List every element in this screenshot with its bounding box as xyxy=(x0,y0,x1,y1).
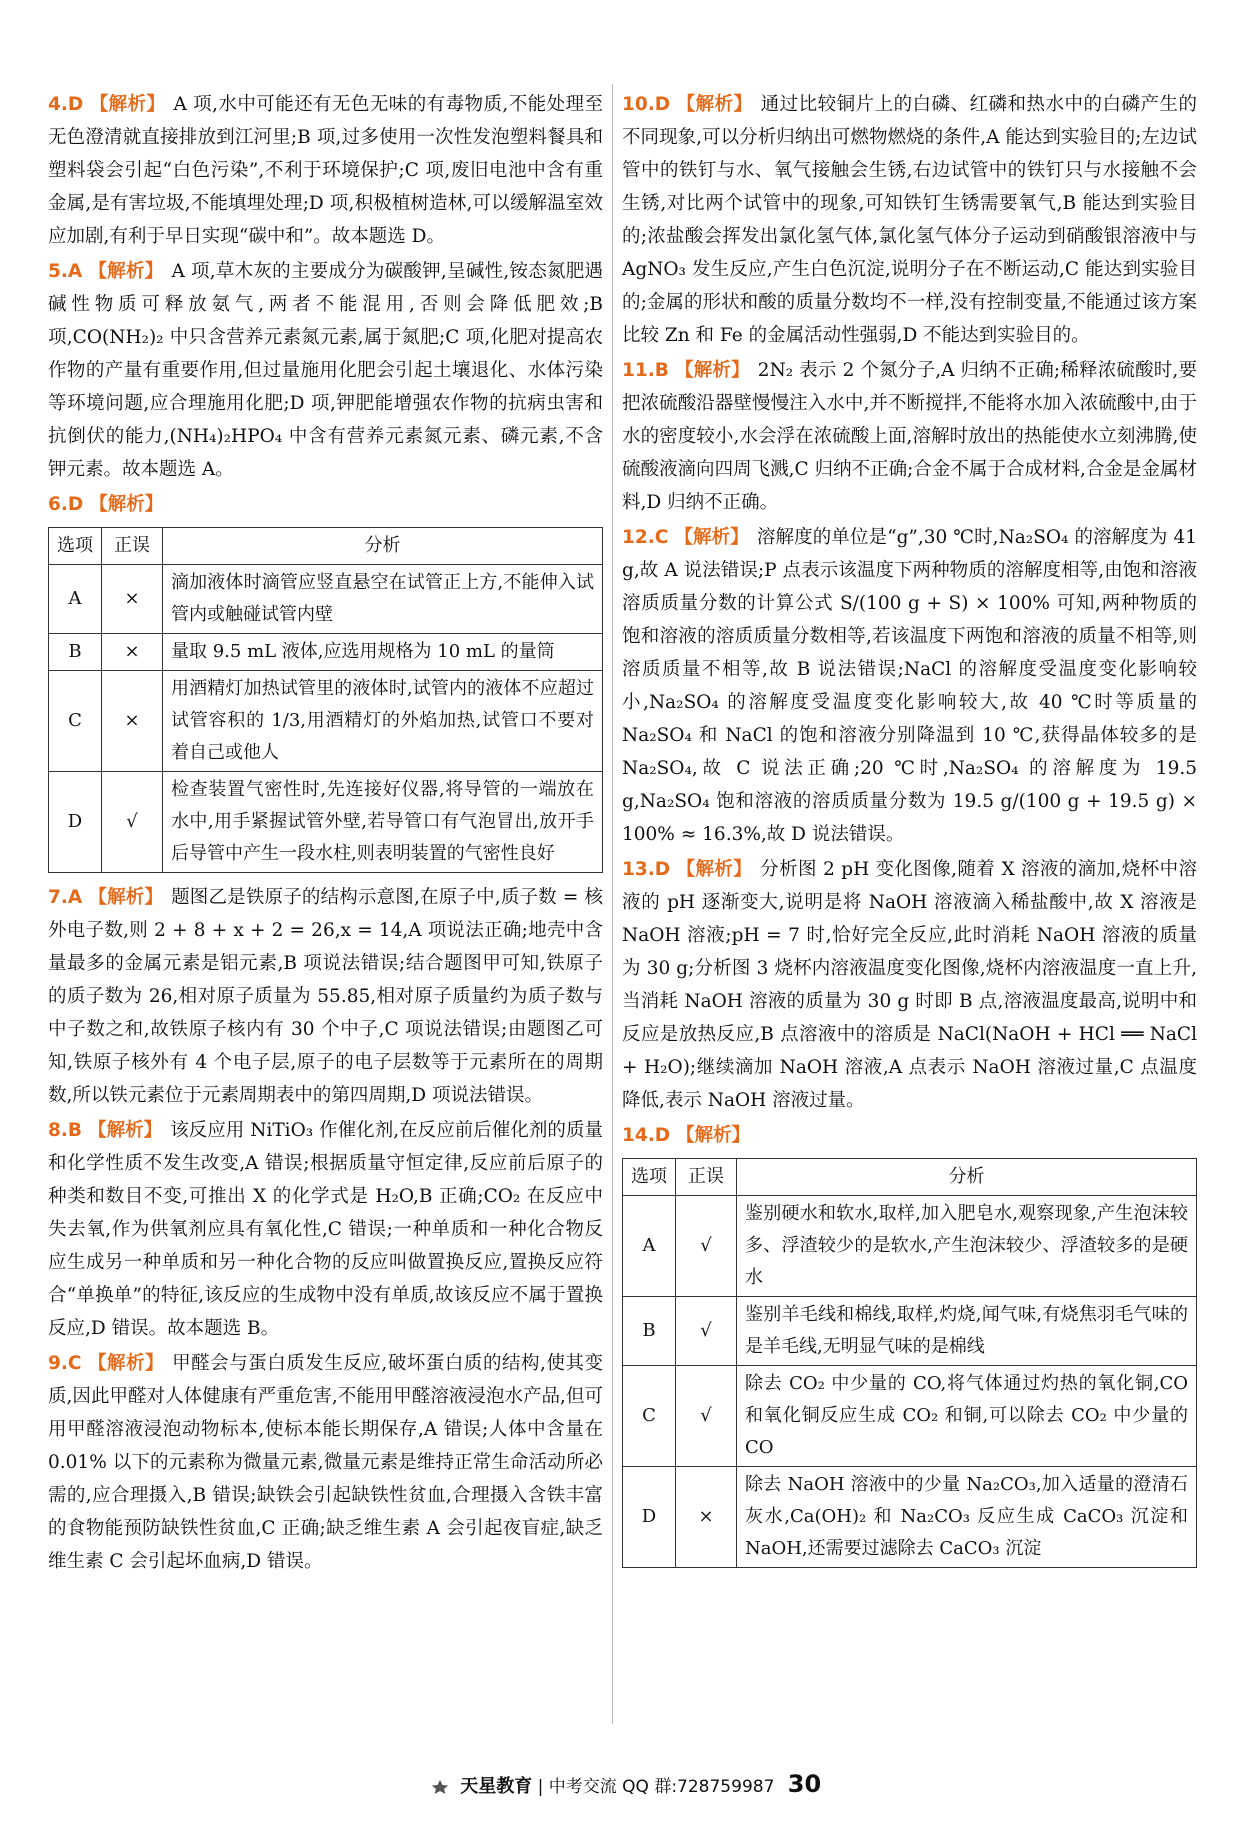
analysis-cell: 量取 9.5 mL 液体,应选用规格为 10 mL 的量筒 xyxy=(163,634,603,671)
answer-number: 12.C xyxy=(622,527,669,548)
analysis-tag: 【解析】 xyxy=(676,94,753,115)
analysis-cell: 滴加液体时滴管应竖直悬空在试管正上方,不能伸入试管内或触碰试管内壁 xyxy=(163,565,603,634)
option-cell: B xyxy=(623,1297,676,1366)
answer-11 xyxy=(622,354,1197,519)
answer-5 xyxy=(48,255,603,486)
answer-8 xyxy=(48,1114,603,1345)
answer-9 xyxy=(48,1347,603,1578)
answer-text: 题图乙是铁原子的结构示意图,在原子中,质子数 = 核外电子数,则 2 + 8 + x + 2 = 26,x = 14,A 项说法正确;地壳中含量最多的金属元素是铝元素,B 项说法错误;结合题图甲可知,铁原子的质子数为 26,相对原子质量为 55.85,相对原子质量约为质子数与中子数之和,故铁原子核内有 30 个中子,C 项说法错误;由题图乙可知,铁原子核外有 4 个电子层,原子的电子层数等于元素所在的周期数,所以铁元素位于元素周期表中的第四周期,D 项说法错误。 xyxy=(48,887,603,1106)
table-header xyxy=(623,1159,1197,1196)
answer-10 xyxy=(622,88,1197,352)
option-cell: B xyxy=(49,634,102,671)
table-header xyxy=(49,528,603,565)
col-header-analysis: 分析 xyxy=(163,528,603,565)
table-row xyxy=(623,1196,1197,1297)
answer-number: 9.C xyxy=(48,1353,82,1374)
analysis-tag: 【解析】 xyxy=(89,94,166,115)
col-header-option: 选项 xyxy=(49,528,102,565)
footer-brand: 天星教育 xyxy=(460,1776,533,1797)
analysis-tag: 【解析】 xyxy=(89,494,164,515)
answer-13 xyxy=(622,853,1197,1117)
answer-text: A 项,草木灰的主要成分为碳酸钾,呈碱性,铵态氮肥遇碱性物质可释放氨气,两者不能混用,否则会降低肥效;B 项,CO(NH₂)₂ 中只含营养元素氮元素,属于氮肥;C 项,化肥对提高农作物的产量有重要作用,但过量施用化肥会引起土壤退化、水体污染等环境问题,应合理施用化肥;D 项,钾肥能增强农作物的抗病虫害和抗倒伏的能力,(NH₄)₂HPO₄ 中含有营养元素氮元素、磷元素,不含钾元素。故本题选 A。 xyxy=(48,261,603,480)
analysis-tag: 【解析】 xyxy=(676,1125,751,1146)
star-logo-icon xyxy=(429,1779,451,1795)
footer-qq-group: 中考交流 QQ 群:728759987 xyxy=(548,1777,775,1797)
answer-number: 5.A xyxy=(48,261,83,282)
option-cell: A xyxy=(49,565,102,634)
mark-cell: √ xyxy=(676,1366,737,1467)
table-row xyxy=(49,565,603,634)
right-column xyxy=(622,88,1197,1576)
mark-cell: × xyxy=(102,634,163,671)
answer-14 xyxy=(622,1119,1197,1152)
analysis-cell: 鉴别硬水和软水,取样,加入肥皂水,观察现象,产生泡沫较多、浮渣较少的是软水,产生泡沫较少、浮渣较多的是硬水 xyxy=(737,1196,1197,1297)
answer-number: 8.B xyxy=(48,1120,83,1141)
analysis-tag: 【解析】 xyxy=(87,1353,165,1374)
analysis-tag: 【解析】 xyxy=(88,887,164,908)
answer-text: 2N₂ 表示 2 个氮分子,A 归纳不正确;稀释浓硫酸时,要把浓硫酸沿器壁慢慢注入水中,并不断搅拌,不能将水加入浓硫酸中,由于水的密度较小,水会浮在浓硫酸上面,溶解时放出的热能使水立刻沸腾,使硫酸液滴向四周飞溅,C 归纳不正确;合金不属于合成材料,合金是金属材料,D 归纳不正确。 xyxy=(622,360,1197,513)
footer-separator: | xyxy=(537,1777,544,1797)
answer-number: 4.D xyxy=(48,94,84,115)
col-header-analysis: 分析 xyxy=(737,1159,1197,1196)
column-divider xyxy=(612,84,613,1724)
page-footer xyxy=(0,1770,1250,1798)
table-answer-14 xyxy=(622,1158,1197,1568)
answer-number: 14.D xyxy=(622,1125,671,1146)
analysis-cell: 检查装置气密性时,先连接好仪器,将导管的一端放在水中,用手紧握试管外壁,若导管口有气泡冒出,放开手后导管中产生一段水柱,则表明装置的气密性良好 xyxy=(163,772,603,873)
answer-number: 13.D xyxy=(622,859,671,880)
mark-cell: × xyxy=(102,671,163,772)
page-number: 30 xyxy=(787,1770,822,1798)
analysis-cell: 鉴别羊毛线和棉线,取样,灼烧,闻气味,有烧焦羽毛气味的是羊毛线,无明显气味的是棉线 xyxy=(737,1297,1197,1366)
answer-number: 11.B xyxy=(622,360,669,381)
answer-text: 通过比较铜片上的白磷、红磷和热水中的白磷产生的不同现象,可以分析归纳出可燃物燃烧的条件,A 能达到实验目的;左边试管中的铁钉与水、氧气接触会生锈,右边试管中的铁钉只与水接触不会生锈,对比两个试管中的现象,可知铁钉生锈需要氧气,B 能达到实验目的;浓盐酸会挥发出氯化氢气体,氯化氢气体分子运动到硝酸银溶液中与 AgNO₃ 发生反应,产生白色沉淀,说明分子在不断运动,C 能达到实验目的;金属的形状和酸的质量分数均不一样,没有控制变量,不能通过该方案比较 Zn 和 Fe 的金属活动性强弱,D 不能达到实验目的。 xyxy=(622,94,1197,346)
table-row xyxy=(623,1467,1197,1568)
answer-7 xyxy=(48,881,603,1112)
analysis-tag: 【解析】 xyxy=(676,859,753,880)
answer-12 xyxy=(622,521,1197,851)
table-answer-6 xyxy=(48,527,603,873)
answer-text: 溶解度的单位是“g”,30 ℃时,Na₂SO₄ 的溶解度为 41 g,故 A 说法错误;P 点表示该温度下两种物质的溶解度相等,由饱和溶液溶质质量分数的计算公式 S/(100 g + S) × 100% 可知,两种物质的饱和溶液的溶质质量分数相等,若该温度下两饱和溶液的质量不相等,则溶质质量不相等,故 B 说法错误;NaCl 的溶解度受温度变化影响较小,Na₂SO₄ 的溶解度受温度变化影响较大,故 40 ℃时等质量的 Na₂SO₄ 和 NaCl 的饱和溶液分别降温到 10 ℃,获得晶体较多的是 Na₂SO₄,故 C 说法正确;20 ℃时,Na₂SO₄ 的溶解度为 19.5 g,Na₂SO₄ 饱和溶液的溶质质量分数为 19.5 g/(100 g + 19.5 g) × 100% ≈ 16.3%,故 D 说法错误。 xyxy=(622,527,1197,845)
analysis-cell: 用酒精灯加热试管里的液体时,试管内的液体不应超过试管容积的 1/3,用酒精灯的外焰加热,试管口不要对着自己或他人 xyxy=(163,671,603,772)
option-cell: C xyxy=(49,671,102,772)
answer-text: A 项,水中可能还有无色无味的有毒物质,不能处理至无色澄清就直接排放到江河里;B 项,过多使用一次性发泡塑料餐具和塑料袋会引起“白色污染”,不利于环境保护;C 项,废旧电池中含有重金属,是有害垃圾,不能填埋处理;D 项,积极植树造林,可以缓解温室效应加剧,有利于早日实现“碳中和”。故本题选 D。 xyxy=(48,94,603,247)
mark-cell: × xyxy=(676,1467,737,1568)
mark-cell: √ xyxy=(102,772,163,873)
left-column xyxy=(48,88,603,1580)
mark-cell: × xyxy=(102,565,163,634)
option-cell: C xyxy=(623,1366,676,1467)
option-cell: D xyxy=(49,772,102,873)
table-row xyxy=(49,671,603,772)
table-row xyxy=(49,634,603,671)
col-header-correctness: 正误 xyxy=(676,1159,737,1196)
answer-text: 该反应用 NiTiO₃ 作催化剂,在反应前后催化剂的质量和化学性质不发生改变,A 错误;根据质量守恒定律,反应前后原子的种类和数目不变,可推出 X 的化学式是 H₂O,B 正确;CO₂ 在反应中失去氧,作为供氧剂应具有氧化性,C 错误;一种单质和一种化合物反应生成另一种单质和另一种化合物的反应叫做置换反应,置换反应符合“单换单”的特征,该反应的生成物中没有单质,故该反应不属于置换反应,D 错误。故本题选 B。 xyxy=(48,1120,603,1339)
col-header-option: 选项 xyxy=(623,1159,676,1196)
answer-number: 10.D xyxy=(622,94,671,115)
answer-6 xyxy=(48,488,603,521)
analysis-tag: 【解析】 xyxy=(88,1120,163,1141)
analysis-cell: 除去 NaOH 溶液中的少量 Na₂CO₃,加入适量的澄清石灰水,Ca(OH)₂ 和 Na₂CO₃ 反应生成 CaCO₃ 沉淀和 NaOH,还需要过滤除去 CaCO₃ 沉淀 xyxy=(737,1467,1197,1568)
option-cell: D xyxy=(623,1467,676,1568)
table-row xyxy=(623,1366,1197,1467)
table-row xyxy=(49,772,603,873)
answer-text: 分析图 2 pH 变化图像,随着 X 溶液的滴加,烧杯中溶液的 pH 逐渐变大,说明是将 NaOH 溶液滴入稀盐酸中,故 X 溶液是 NaOH 溶液;pH = 7 时,恰好完全反应,此时消耗 NaOH 溶液的质量为 30 g;分析图 3 烧杯内溶液温度变化图像,烧杯内溶液温度一直上升,当消耗 NaOH 溶液的质量为 30 g 时即 B 点,溶液温度最高,说明中和反应是放热反应,B 点溶液中的溶质是 NaCl(NaOH + HCl ══ NaCl + H₂O);继续滴加 NaOH 溶液,A 点表示 NaOH 溶液过量,C 点温度降低,表示 NaOH 溶液过量。 xyxy=(622,859,1197,1111)
analysis-tag: 【解析】 xyxy=(674,527,749,548)
table-row xyxy=(623,1297,1197,1366)
answer-number: 7.A xyxy=(48,887,83,908)
option-cell: A xyxy=(623,1196,676,1297)
answer-text: 甲醛会与蛋白质发生反应,破坏蛋白质的结构,使其变质,因此甲醛对人体健康有严重危害,不能用甲醛溶液浸泡水产品,但可用甲醛溶液浸泡动物标本,使标本能长期保存,A 错误;人体中含量在 0.01% 以下的元素称为微量元素,微量元素是维持正常生命活动所必需的,应合理摄入,B 错误;缺铁会引起缺铁性贫血,合理摄入含铁丰富的食物能预防缺铁性贫血,C 正确;缺乏维生素 A 会引起夜盲症,缺乏维生素 C 会引起坏血病,D 错误。 xyxy=(48,1353,603,1572)
answer-4 xyxy=(48,88,603,253)
analysis-tag: 【解析】 xyxy=(88,261,164,282)
col-header-correctness: 正误 xyxy=(102,528,163,565)
mark-cell: √ xyxy=(676,1297,737,1366)
mark-cell: √ xyxy=(676,1196,737,1297)
analysis-cell: 除去 CO₂ 中少量的 CO,将气体通过灼热的氧化铜,CO 和氧化铜反应生成 CO₂ 和铜,可以除去 CO₂ 中少量的 CO xyxy=(737,1366,1197,1467)
analysis-tag: 【解析】 xyxy=(674,360,750,381)
answer-number: 6.D xyxy=(48,494,84,515)
